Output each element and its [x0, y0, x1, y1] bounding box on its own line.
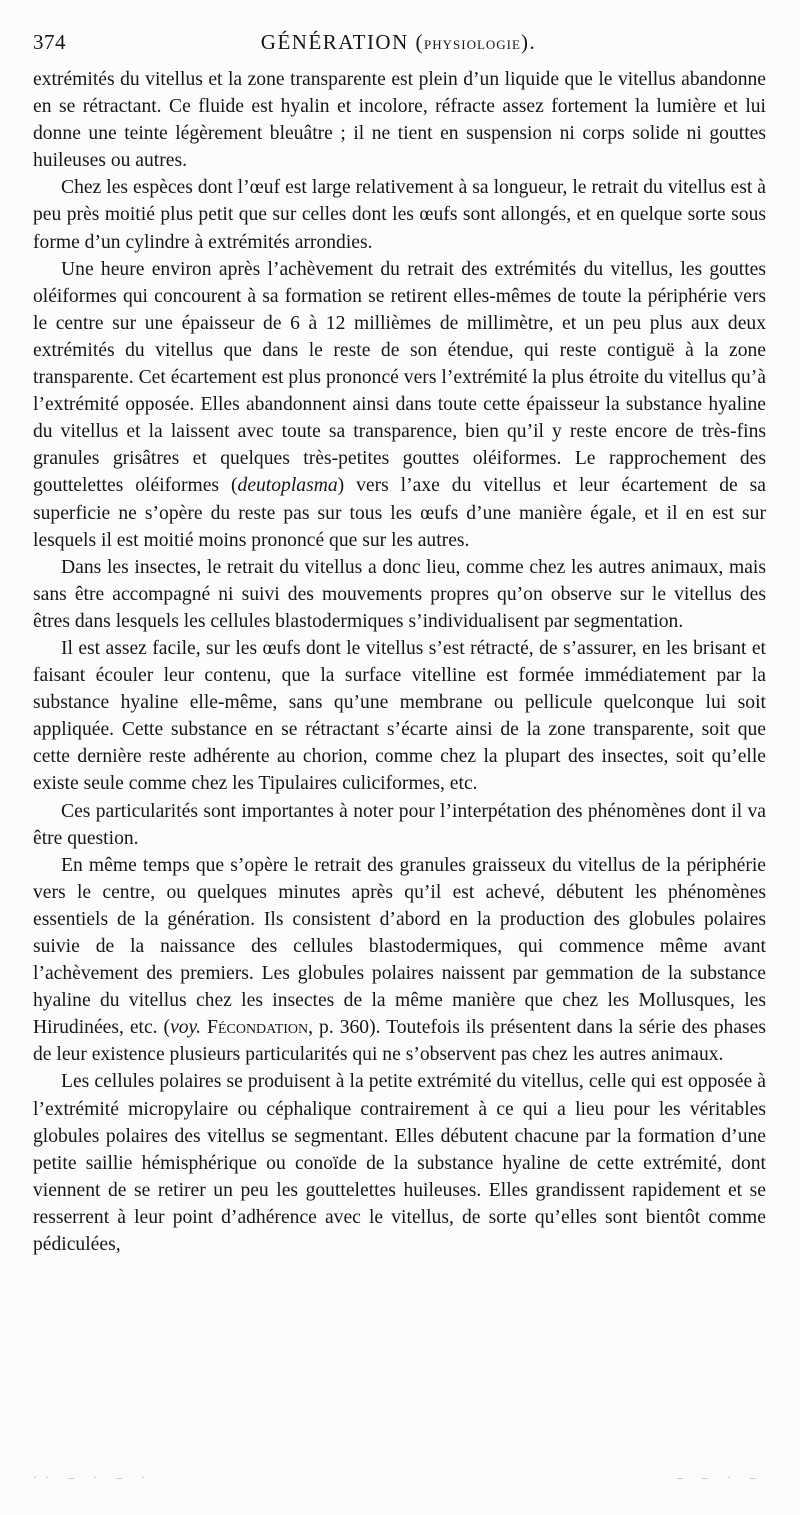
paragraph-2: Chez les espèces dont l’œuf est large relativement à sa longueur, le retrait du vitellus est à peu près moitié plus petit que sur celles dont les œufs sont allongés, et en quelque sorte sous forme d’un cylindre à extrémités arrondies.	[33, 177, 766, 253]
paragraph-3-text: Une heure environ après l’achèvement du retrait des extrémités du vitellus, les gouttes oléiformes qui concourent à sa formation se retirent elles-mêmes de toute la périphérie vers le centre sur une épaisseur de 6 à 12 millièmes de millimètre, et un peu plus aux deux extrémités du vitellus que dans le reste de son étendue, qui reste contiguë à la zone transparente. Cet écartement est plus prononcé vers l’extrémité la plus étroite du vitellus qu’à l’extrémité opposée. Elles abandonnent ainsi dans toute cette épaisseur la substance hyaline du vitellus et la laissent avec toute sa transparence, bien qu’il y reste encore de très-fins granules grisâtres et quelques très-petites gouttes oléiformes. Le rapprochement des gouttelettes oléiformes (	[33, 258, 766, 497]
scan-dash-left: ·· – · – ·	[33, 1470, 153, 1484]
fecondation-reference: Fécondation	[207, 1017, 309, 1039]
paragraph-4: Dans les insectes, le retrait du vitellus a donc lieu, comme chez les autres animaux, mais sans être accompagné ni suivi des mouvements propres qu’on observe sur le vitellus des êtres dans lesquels les cellules blastodermiques s’individualisent par segmentation.	[33, 556, 766, 632]
paragraph-5: Il est assez facile, sur les œufs dont le vitellus s’est rétracté, de s’assurer, en les brisant et faisant écouler leur contenu, que la surface vitelline est formée immédiatement par la substance hyaline elle-même, sans qu’une membrane ou pellicule quelconque lui soit appliquée. Cette substance en se rétractant s’écarte ainsi de la zone transparente, soit que cette dernière reste adhérente au chorion, comme chez la plupart des insectes, soit qu’elle existe seule comme chez les Tipulaires culiciformes, etc.	[33, 637, 766, 795]
running-title-subtitle: PHYSIOLOGIE	[424, 37, 521, 52]
voy-abbrev: voy.	[170, 1017, 202, 1039]
paragraph-7-text-end: , p. 360). Toutefois ils présentent dans la série des phases de leur existence plusieurs particularités qui ne s’observent pas chez les autres animaux.	[33, 1017, 766, 1066]
running-title	[33, 30, 764, 55]
running-title-paren-close: ).	[520, 30, 537, 54]
running-title-main: GÉNÉRATION	[260, 30, 409, 54]
footer-scan-marks	[33, 1470, 764, 1484]
page-header	[33, 30, 764, 58]
paragraph-6: Ces particularités sont importantes à noter pour l’interpétation des phénomènes dont il va être question.	[33, 800, 766, 849]
paragraph-8: Les cellules polaires se produisent à la petite extrémité du vitellus, celle qui est opposée à l’extrémité micropylaire ou céphalique contrairement à ce qui a lieu pour les véritables globules polaires des vitellus se segmentant. Elles débutent chacune par la formation d’une petite saillie hémisphérique ou conoïde de la substance hyaline de cette extrémité, dont viennent de se retirer un peu les gouttelettes huileuses. Elles grandissent rapidement et se resserrent à leur point d’adhérence avec le vitellus, de sorte qu’elles sont bientôt comme pédiculées,	[33, 1071, 766, 1256]
paragraph-1: extrémités du vitellus et la zone transparente est plein d’un liquide que le vitellus abandonne en se rétractant. Ce fluide est hyalin et incolore, réfracte assez fortement la lumière et lui donne une teinte légèrement bleuâtre ; il ne tient en suspension ni corps solide ni gouttes huileuses ou autres.	[33, 69, 766, 172]
paragraph-7	[33, 852, 766, 1069]
scan-dash-right: – – · –	[677, 1470, 764, 1484]
body-text	[33, 66, 766, 1258]
paragraph-3	[33, 256, 766, 554]
running-title-paren-open: (	[408, 30, 425, 54]
paragraph-7-text: En même temps que s’opère le retrait des granules graisseux du vitellus de la périphérie vers le centre, ou quelques minutes après qu’il est achevé, débutent les phénomènes essentiels de la génération. Ils consistent d’abord en la production des globules polaires suivie de la naissance des cellules blastodermiques, qui commence même avant l’achèvement des premiers. Les globules polaires naissent par gemmation de la substance hyaline du vitellus chez les insectes de la même manière que chez les Mollusques, les Hirudinées, etc. (	[33, 854, 766, 1039]
paragraph-3-text-end: ) vers l’axe du vitellus et leur écartement de sa superficie ne s’opère du reste pas sur tous les œufs d’une manière égale, et il en est sur lesquels il est moitié moins prononcé que sur les autres.	[33, 475, 766, 551]
deutoplasma-term: deutoplasma	[237, 475, 338, 497]
page-number: 374	[33, 30, 66, 54]
